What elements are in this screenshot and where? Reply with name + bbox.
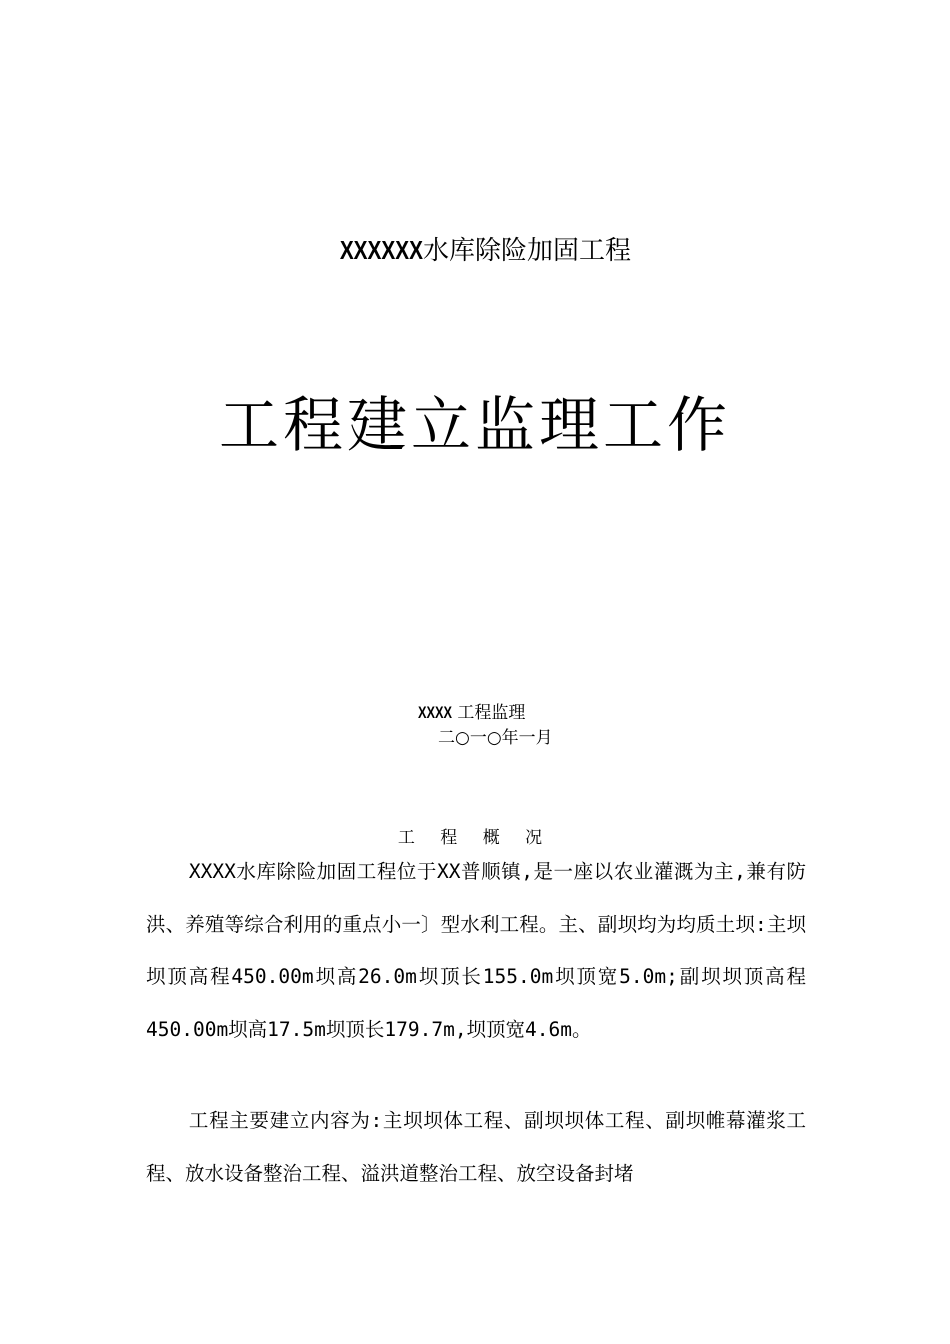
section-heading-overview: 工 程 概 况	[397, 828, 553, 848]
supervising-company	[418, 698, 525, 723]
paragraph-text: 工程主要建立内容为:主坝坝体工程、副坝坝体工程、副坝帷幕灌浆工程、放水设备整治工程、溢洪道整治工程、放空设备封堵	[146, 1109, 806, 1185]
document-title: 工程建立监理工作	[219, 391, 731, 461]
paragraph-text: XXXX水库除险加固工程位于XX普顺镇,是一座以农业灌溉为主,兼有防洪、养殖等综合利用的重点小一〕型水利工程。主、副坝均为均质土坝:主坝坝顶高程450.00m坝高26.0m坝顶长155.0m坝顶宽5.0m;副坝坝顶高程450.00m坝高17.5m坝顶长179.7m,坝顶宽4.6m。	[146, 860, 806, 1041]
project-name-code: XXXXXX	[339, 235, 424, 265]
company-code: XXXX	[418, 703, 453, 722]
company-name: 工程监理	[457, 703, 526, 723]
document-date: 二○一○年一月	[438, 728, 553, 748]
overview-paragraph-2	[146, 1095, 806, 1200]
overview-paragraph-1	[146, 846, 806, 1056]
project-name	[0, 230, 950, 267]
project-name-text: 水库除险加固工程	[423, 236, 632, 266]
